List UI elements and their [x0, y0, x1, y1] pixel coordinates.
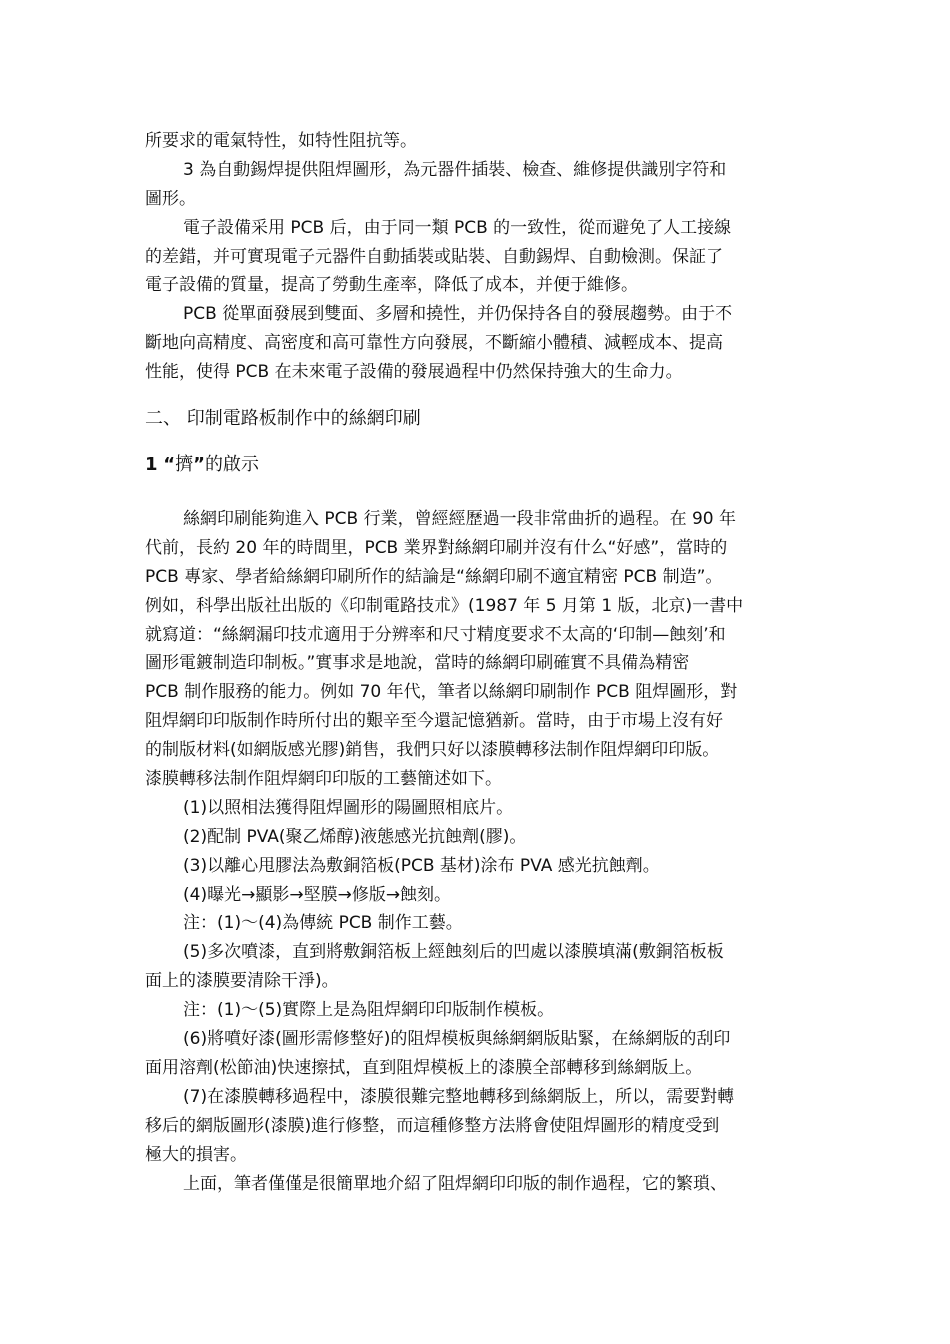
paragraph-line: 圖形電鍍制造印制板。”實事求是地說，當時的絲網印刷確實不具備為精密: [145, 653, 690, 674]
paragraph-line: 所要求的電氣特性，如特性阻抗等。: [145, 131, 417, 151]
paragraph-line: 例如，科學出版社出版的《印制電路技朮》(1987 年 5 月第 1 版，北京)一書中: [145, 595, 744, 616]
paragraph-line: 的制版材料(如網版感光膠)銷售，我們只好以漆膜轉移法制作阻焊網印印版。: [145, 740, 720, 761]
spacer: [145, 479, 810, 505]
paragraph-line: 的差錯，并可實現電子元器件自動插裝或貼裝、自動錫焊、自動檢測。保証了: [145, 246, 723, 267]
subsection-quote-open: “: [163, 454, 176, 476]
paragraph-line: 移后的網版圖形(漆膜)進行修整，而這種修整方法將會使阻焊圖形的精度受到: [145, 1115, 720, 1136]
subsection-title-rest: 的啟示: [204, 454, 259, 476]
document-page: [145, 127, 810, 1198]
list-item: (6)將噴好漆(圖形需修整好)的阻焊模板與絲網網版貼緊，在絲網版的刮印: [183, 1029, 731, 1050]
paragraph-line: 就寫道：“絲網漏印技朮適用于分辨率和尺寸精度要求不太高的‘印制—蝕刻’和: [145, 624, 726, 645]
paragraph-line: 性能，使得 PCB 在未來電子設備的發展過程中仍然保持強大的生命力。: [145, 362, 683, 383]
note-line: 注：(1)～(5)實際上是為阻焊網印印版制作模板。: [183, 1000, 555, 1021]
paragraph-line: 上面，筆者僅僅是很簡單地介紹了阻焊網印印版的制作過程，它的繁瑣、: [183, 1173, 727, 1194]
paragraph-line: PCB 制作服務的能力。例如 70 年代，筆者以絲網印刷制作 PCB 阻焊圖形，對: [145, 682, 738, 703]
subsection-keyword: 擠: [175, 454, 194, 476]
subsection-heading: [145, 451, 810, 479]
list-item: (5)多次噴漆，直到將敷銅箔板上經蝕刻后的凹處以漆膜填滿(敷銅箔板板: [183, 942, 724, 963]
paragraph-line: 電子設備的質量，提高了勞動生產率，降低了成本，并便于維修。: [145, 275, 638, 296]
paragraph-line: 面上的漆膜要清除干淨)。: [145, 971, 339, 992]
paragraph-line: 圖形。: [145, 188, 196, 209]
paragraph-line: 面用溶劑(松節油)快速擦拭，直到阻焊模板上的漆膜全部轉移到絲網版上。: [145, 1057, 703, 1078]
paragraph-line: 漆膜轉移法制作阻焊網印印版的工藝簡述如下。: [145, 769, 502, 790]
paragraph-line: 代前，長約 20 年的時間里，PCB 業界對絲網印刷并沒有什么“好感”，當時的: [145, 537, 728, 558]
paragraph-line: 絲網印刷能夠進入 PCB 行業，曾經經歷過一段非常曲折的過程。在 90 年: [183, 509, 737, 530]
paragraph-line: 3 為自動錫焊提供阻焊圖形，為元器件插裝、檢查、維修提供識別字符和: [183, 159, 727, 180]
list-item: (4)曝光→顯影→堅膜→修版→蝕刻。: [183, 884, 452, 905]
list-item: (2)配制 PVA(聚乙烯醇)液態感光抗蝕劑(膠)。: [183, 826, 527, 847]
paragraph-line: 極大的損害。: [145, 1144, 247, 1165]
list-item: (7)在漆膜轉移過程中，漆膜很難完整地轉移到絲網版上，所以，需要對轉: [183, 1086, 735, 1107]
subsection-quote-close: ”: [193, 454, 205, 476]
subsection-number: 1: [145, 454, 158, 476]
paragraph-line: PCB 從單面發展到雙面、多層和撓性，并仍保持各自的發展趨勢。由于不: [183, 304, 733, 325]
paragraph-line: 斷地向高精度、高密度和高可靠性方向發展，不斷縮小體積、減輕成本、提高: [145, 333, 723, 354]
note-line: 注：(1)～(4)為傳統 PCB 制作工藝。: [183, 913, 463, 934]
paragraph-line: 阻焊網印印版制作時所付出的艱辛至今還記憶猶新。當時，由于市場上沒有好: [145, 711, 723, 732]
list-item: (1)以照相法獲得阻焊圖形的陽圖照相底片。: [183, 797, 514, 818]
paragraph-line: 電子設備采用 PCB 后，由于同一類 PCB 的一致性，從而避免了人工接線: [183, 217, 732, 238]
list-item: (3)以離心甩膠法為敷銅箔板(PCB 基材)涂布 PVA 感光抗蝕劑。: [183, 855, 660, 876]
paragraph-line: PCB 專家、學者給絲網印刷所作的結論是“絲網印刷不適宜精密 PCB 制造”。: [145, 566, 723, 587]
section-heading: 二、 印制電路板制作中的絲網印刷: [145, 408, 421, 430]
